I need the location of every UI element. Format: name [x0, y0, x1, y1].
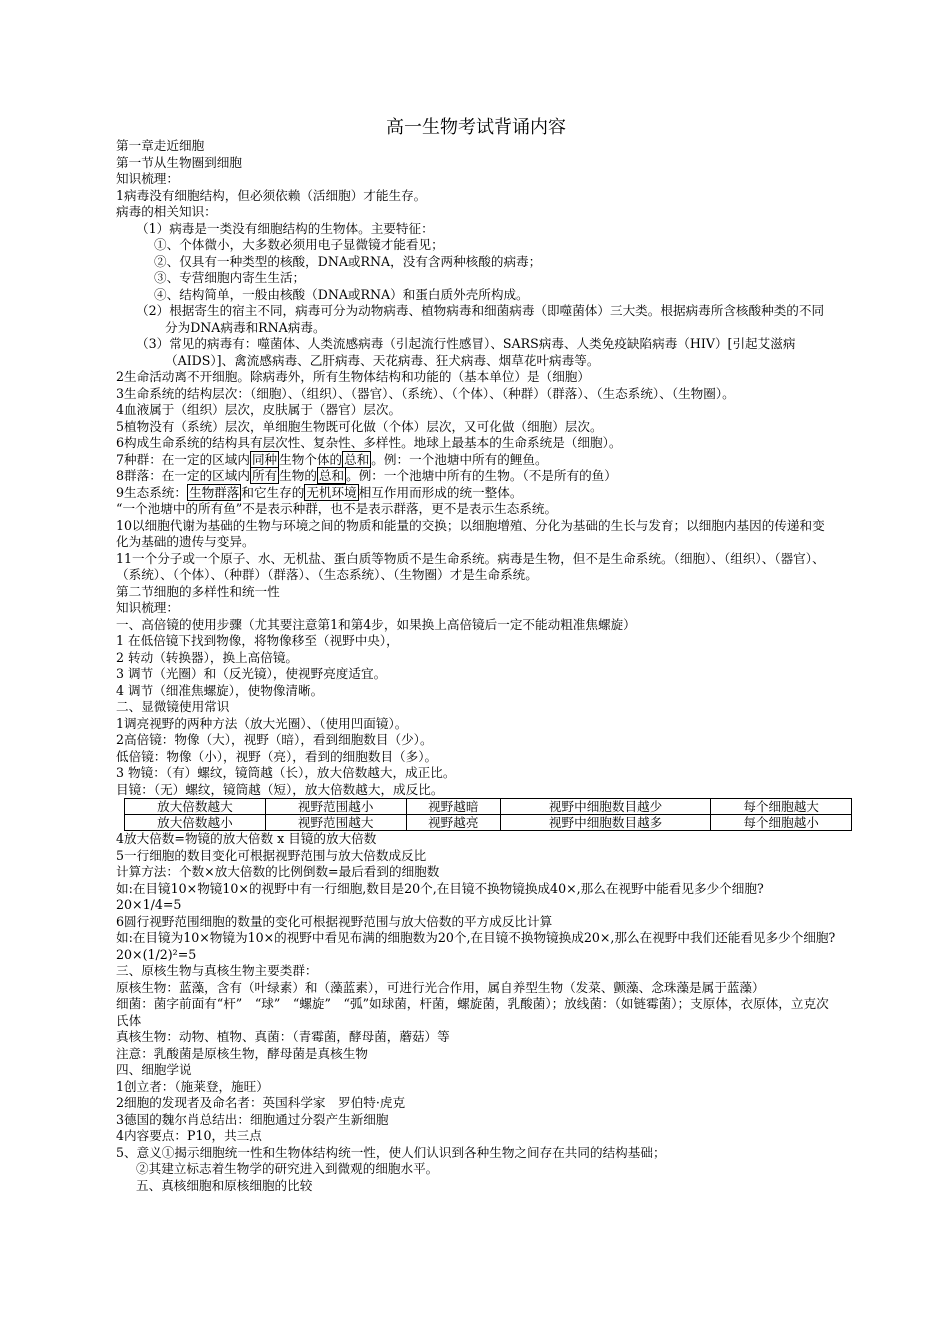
- boxed-term: 无机环境: [306, 484, 357, 500]
- section-heading: 第二节细胞的多样性和统一性: [116, 583, 280, 599]
- magnification-table: [124, 798, 852, 831]
- text-line: 3 物镜：（有）螺纹，镜筒越（长），放大倍数越大，成正比。: [116, 765, 456, 780]
- text-line: 计算方法：个数×放大倍数的比例倒数=最后看到的细胞数: [116, 864, 440, 879]
- table-row: [125, 799, 852, 815]
- text-line: 如:在目镜为10×物镜为10×的视野中看见布满的细胞数为20个,在目镜不换物镜换成20×,那么在视野中我们还能看见多少个细胞? 20×(1/2)²=5: [116, 930, 848, 962]
- table-cell: 每个细胞越小: [711, 815, 852, 831]
- text-line: 4 调节（细准焦螺旋），使物像清晰。: [116, 682, 324, 698]
- boxed-term: 同种: [251, 451, 278, 467]
- text-line: 目镜：（无）螺纹，镜筒越（短），放大倍数越大，成反比。: [116, 781, 444, 797]
- list-item: ③、专营细胞内寄生生活；: [154, 270, 306, 285]
- text-run: 8群落：在一定的区域内: [116, 468, 250, 483]
- list-item: ①、个体微小，大多数必须用电子显微镜才能看见；: [154, 237, 444, 252]
- document-title: 高一生物考试背诵内容: [386, 117, 566, 138]
- text-run: 相互作用而形成的统一整体。: [358, 484, 523, 500]
- text-line: 3生命系统的结构层次：（细胞）、（组织）、（器官）、（系统）、（个体）、（种群）（群落）、（生态系统）、（生物圈）。: [116, 385, 735, 401]
- text-line: （1）病毒是一类没有细胞结构的生物体。主要特征：: [136, 220, 434, 236]
- text-line: 细菌：菌字前面有“杆” “球” “螺旋” “弧”如球菌，杆菌，螺旋菌，乳酸菌）；放线菌：（如链霉菌）；支原体，衣原体，立克次氏体: [116, 996, 829, 1028]
- table-cell: 视野中细胞数目越多: [500, 815, 710, 831]
- text-line: 3德国的魏尔肖总结出：细胞通过分裂产生新细胞: [116, 1111, 389, 1127]
- table-cell: 每个细胞越大: [711, 799, 852, 815]
- text-line: 1 在低倍镜下找到物像，将物像移至（视野中央），: [116, 633, 399, 648]
- text-line: 5、意义①揭示细胞统一性和生物体结构统一性，使人们认识到各种生物之间存在共同的结构基础；: [116, 1144, 666, 1160]
- text-line: 5植物没有（系统）层次，单细胞生物既可化做（个体）层次，又可化做（细胞）层次。: [116, 418, 603, 434]
- text-line: 1创立者：（施莱登，施旺）: [116, 1078, 269, 1094]
- chapter-heading: 第一章走近细胞: [116, 138, 205, 153]
- text-line: 知识梳理：: [116, 171, 179, 186]
- text-line: 原核生物：蓝藻，含有（叶绿素）和（藻蓝素），可进行光合作用，属自养型生物（发菜、颤藻、念珠藻是属于蓝藻）: [116, 979, 765, 995]
- community-definition: [116, 468, 836, 485]
- text-line: 2 转动（转换器），换上高倍镜。: [116, 649, 299, 665]
- text-line: 四、细胞学说: [116, 1062, 192, 1077]
- table-cell: 视野范围越小: [265, 799, 406, 815]
- section-heading: 第一节从生物圈到细胞: [116, 154, 242, 170]
- text-line: 6构成生命系统的结构具有层次性、复杂性、多样性。地球上最基本的生命系统是（细胞）。: [116, 435, 622, 450]
- text-line: （3）常见的病毒有：噬菌体、人类流感病毒（引起流行性感冒）、SARS病毒、人类免疫缺陷病毒（HIV）[引起艾滋病（AIDS）]、禽流感病毒、乙肝病毒、天花病毒、狂犬病毒、烟草花叶病毒等。: [136, 336, 796, 368]
- text-run: 。例：一个池塘中所有的生物。（不是所有的鱼）: [346, 468, 617, 483]
- boxed-term: 总和: [318, 468, 345, 483]
- text-line: 4放大倍数=物镜的放大倍数 x 目镜的放大倍数: [116, 831, 377, 846]
- text-line: 10以细胞代谢为基础的生物与环境之间的物质和能量的交换；以细胞增殖、分化为基础的生长与发育；以细胞内基因的传递和变化为基础的遗传与变异。: [116, 517, 825, 549]
- list-item: ④、结构简单，一般由核酸（DNA或RNA）和蛋白质外壳所构成。: [154, 286, 529, 302]
- text-line: （2）根据寄生的宿主不同，病毒可分为动物病毒、植物病毒和细菌病毒（即噬菌体）三大类。根据病毒所含核酸种类的不同分为DNA病毒和RNA病毒。: [136, 303, 825, 335]
- text-line: 知识梳理：: [116, 600, 179, 615]
- text-line: 1调亮视野的两种方法（放大光圈）、（使用凹面镜）。: [116, 715, 408, 731]
- text-line: 病毒的相关知识：: [116, 204, 217, 219]
- text-line: 11一个分子或一个原子、水、无机盐、蛋白质等物质不是生命系统。病毒是生物，但不是生命系统。（细胞）、（组织）、（器官）、（系统）、（个体）、（种群）（群落）、（生态系统）、（生物圈）才是生命系统。: [116, 550, 825, 582]
- text-run: 生物个体的: [279, 451, 343, 467]
- text-run: 和它生存的: [241, 484, 305, 500]
- table-cell: 放大倍数越大: [125, 799, 266, 815]
- text-run: 。例：一个池塘中所有的鲤鱼。: [371, 451, 548, 467]
- table-row: [125, 815, 852, 831]
- section-heading: 五、真核细胞和原核细胞的比较: [136, 1177, 313, 1193]
- text-line: 6圆行视野范围细胞的数量的变化可根据视野范围与放大倍数的平方成反比计算: [116, 913, 553, 929]
- table-cell: 视野越暗: [406, 799, 500, 815]
- population-definition: [116, 452, 836, 469]
- text-line: 低倍镜：物像（小），视野（亮），看到的细胞数目（多）。: [116, 748, 438, 764]
- text-line: 二、显微镜使用常识: [116, 699, 230, 714]
- text-line: 如:在目镜10×物镜10×的视野中有一行细胞,数目是20个,在目镜不换物镜换成40×,那么在视野中能看见多少个细胞? 20×1/4=5: [116, 880, 781, 912]
- list-item: ②、仅具有一种类型的核酸，DNA或RNA，没有含两种核酸的病毒；: [154, 253, 542, 269]
- ecosystem-definition: [116, 485, 836, 502]
- table-cell: 放大倍数越小: [125, 815, 266, 831]
- table-cell: 视野中细胞数目越少: [500, 799, 710, 815]
- text-line: 2生命活动离不开细胞。除病毒外，所有生物体结构和功能的（基本单位）是（细胞）: [116, 369, 590, 384]
- text-line: “一个池塘中的所有鱼”不是表示种群，也不是表示群落，更不是表示生态系统。: [116, 501, 558, 516]
- text-line: 一、高倍镜的使用步骤（尤其要注意第1和第4步，如果换上高倍镜后一定不能动粗准焦螺旋）: [116, 616, 636, 632]
- text-line: 注意：乳酸菌是原核生物，酵母菌是真核生物: [116, 1045, 368, 1061]
- text-run: 生物的: [279, 468, 317, 483]
- boxed-term: 总和: [344, 451, 370, 467]
- text-line: 4内容要点：P10，共三点: [116, 1128, 262, 1143]
- text-line: 1病毒没有细胞结构，但必须依赖（活细胞）才能生存。: [116, 187, 427, 203]
- text-line: 3 调节（光圈）和（反光镜），使视野亮度适宜。: [116, 666, 387, 681]
- text-line: 4血液属于（组织）层次，皮肤属于（器官）层次。: [116, 402, 402, 417]
- text-line: 2高倍镜：物像（大），视野（暗），看到细胞数目（少）。: [116, 732, 433, 747]
- text-run: 7种群：在一定的区域内: [116, 451, 250, 467]
- document-page: [116, 116, 848, 1194]
- table-cell: 视野范围越大: [265, 815, 406, 831]
- text-line: 三、原核生物与真核生物主要类群：: [116, 963, 318, 978]
- boxed-term: 生物群落: [188, 484, 240, 500]
- boxed-term: 所有: [251, 468, 278, 483]
- table-cell: 视野越亮: [406, 815, 500, 831]
- text-line: ②其建立标志着生物学的研究进入到微观的细胞水平。: [136, 1161, 439, 1176]
- text-line: 真核生物：动物、植物、真菌：（青霉菌，酵母菌，蘑菇）等: [116, 1029, 450, 1044]
- text-line: 5一行细胞的数目变化可根据视野范围与放大倍数成反比: [116, 847, 427, 863]
- text-line: 2细胞的发现者及命名者：英国科学家 罗伯特·虎克: [116, 1095, 406, 1110]
- text-run: 9生态系统：: [116, 484, 187, 500]
